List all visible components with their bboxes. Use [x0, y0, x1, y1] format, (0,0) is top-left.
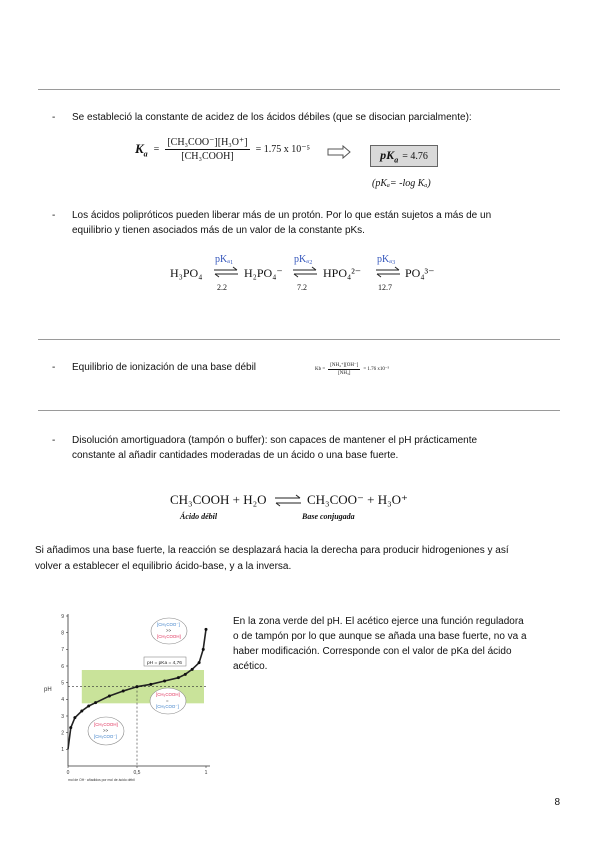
kb-value: = 1.76 x10⁻⁵ [363, 367, 390, 372]
pka2-value: 7.2 [297, 283, 307, 292]
y-tick-label: 8 [61, 630, 64, 637]
species-h3po4: H₃PO₄ [170, 266, 203, 280]
pka-box-sub: a [394, 155, 399, 165]
polyprotic-line-2: equilibrio y tienen asociados más de un valor de la constante pKs. [72, 225, 365, 236]
ka-fraction [165, 137, 249, 162]
y-tick-label: 5 [61, 680, 64, 687]
buffer-eq-right: CH₃COO⁻ + H₃O⁺ [307, 492, 408, 507]
polyprotic-line-1: Los ácidos polipróticos pueden liberar más de un protón. Por lo que están sujetos a más de un [72, 210, 492, 221]
ka-value: = 1.75 x 10⁻⁵ [255, 144, 311, 155]
data-point [149, 683, 152, 686]
graph-text-line-2: o de tampón por lo que aunque se añada una base fuerte, no va a [233, 631, 527, 642]
pka-box [370, 145, 438, 167]
middle-numerator: [CH₃COOH] [156, 692, 180, 697]
y-tick-label: 3 [61, 713, 64, 720]
divider-top [38, 89, 560, 90]
y-tick-label: 2 [61, 730, 64, 737]
data-point [122, 690, 125, 693]
label-conjugate-base: Base conjugada [302, 512, 355, 521]
equilibrium-arrow-icon [212, 266, 240, 278]
bullet-buffer [72, 433, 552, 463]
double-arrow-icon [327, 145, 351, 159]
bottom-denominator: [CH₃COO⁻] [94, 734, 117, 739]
bottom-numerator: [CH₃COOH] [94, 722, 118, 727]
y-tick-label: 1 [61, 747, 64, 754]
graph-explanation [233, 614, 563, 674]
top-relation: >> [166, 628, 172, 633]
data-point [184, 673, 187, 676]
top-numerator: [CH₃COO⁻] [157, 622, 180, 627]
bullet-dash: - [52, 112, 56, 123]
middle-denominator: [CH₃COO⁻] [156, 704, 179, 709]
y-axis-label: pH [44, 687, 52, 693]
data-point [80, 710, 83, 713]
data-point [73, 716, 76, 719]
data-point [202, 648, 205, 651]
para-line-2: volver a establecer el equilibrio ácido-base, y a la inversa. [35, 561, 292, 572]
data-point [108, 695, 111, 698]
graph-text-line-1: En la zona verde del pH. El acético ejerce una función reguladora [233, 616, 524, 627]
pka3-label: pKₐ₃ [377, 254, 396, 265]
ka-sub: a [143, 149, 148, 159]
pka1-value: 2.2 [217, 283, 227, 292]
paragraph-strong-base [35, 543, 570, 575]
data-point [198, 661, 201, 664]
titration-chart [40, 608, 220, 788]
ka-symbol: K [135, 140, 144, 156]
equilibrium-arrow-icon [374, 266, 402, 278]
data-point [136, 685, 139, 688]
para-line-1: Si añadimos una base fuerte, la reacción se desplazará hacia la derecha para producir hidrogeniones y así [35, 545, 509, 556]
kb-numerator: [NH₄⁺][OH⁻] [330, 363, 359, 368]
kb-symbol: Kb = [315, 366, 326, 372]
data-point [191, 668, 194, 671]
bottom-relation: >> [103, 728, 109, 733]
y-tick-label: 7 [61, 647, 64, 654]
pka-box-value: = 4.76 [402, 150, 428, 162]
bullet-dash: - [52, 362, 56, 373]
pka-box-symbol: pK [380, 147, 395, 162]
data-point [205, 628, 208, 631]
kb-equation [315, 362, 389, 376]
ka-denominator: [CH₃COOH] [181, 151, 234, 162]
x-tick-label: 0 [66, 770, 70, 776]
y-tick-label: 6 [61, 663, 64, 670]
species-po4: PO₄³⁻ [405, 266, 435, 280]
equilibrium-arrow-icon [291, 266, 319, 278]
divider-2 [38, 339, 560, 340]
data-point [69, 726, 72, 729]
equilibrium-arrow-icon [273, 494, 303, 507]
graph-text-line-4: acético. [233, 661, 268, 672]
bullet-weak-base: Equilibrio de ionización de una base débil [72, 362, 257, 373]
data-point [87, 705, 90, 708]
pka-label: pH = pKa = 4,76 [147, 661, 182, 666]
graph-text-line-3: haber modificación. Corresponde con el valor de pKa del ácido [233, 646, 512, 657]
y-tick-label: 9 [61, 613, 64, 620]
bullet-ka-text: Se estableció la constante de acidez de los ácidos débiles (que se disocian parcialmente): [72, 112, 472, 123]
pka-definition: (pKₐ= -log Kₐ) [372, 178, 431, 189]
page-number: 8 [554, 797, 560, 808]
pka2-label: pKₐ₂ [294, 254, 313, 265]
top-denominator: [CH₃COOH] [157, 634, 181, 639]
data-point [177, 676, 180, 679]
buffer-line-2: constante al añadir cantidades moderadas de un ácido o una base fuerte. [72, 450, 399, 461]
x-axis-label: mol de OH⁻ añadidos por mol de ácido débil [68, 778, 135, 782]
data-point [163, 680, 166, 683]
species-h2po4: H₂PO₄⁻ [244, 266, 283, 280]
label-weak-acid: Ácido débil [180, 512, 218, 521]
y-tick-label: 4 [61, 697, 64, 704]
bullet-polyprotic [72, 208, 552, 238]
kb-denominator: [NH₃] [338, 371, 351, 376]
ka-numerator: [CH₃COO⁻][H₃O⁺] [167, 137, 248, 148]
bullet-dash: - [52, 435, 56, 446]
ka-equation: $K_a$ = $\frac{\text{[CH₃COO⁻][H₃O⁺]}}{\text{[CH₃COOH]}}$ = 1.75 x 10⁻⁵ [135, 137, 311, 162]
species-hpo4: HPO₄²⁻ [323, 266, 362, 280]
pka1-label: pKₐ₁ [215, 254, 234, 265]
middle-relation: = [166, 698, 169, 703]
x-tick-label: 0,5 [133, 770, 141, 776]
bullet-dash: - [52, 210, 56, 221]
divider-3 [38, 410, 560, 411]
x-tick-label: 1 [204, 770, 208, 776]
pka3-value: 12.7 [378, 283, 392, 292]
data-point [94, 701, 97, 704]
buffer-line-1: Disolución amortiguadora (tampón o buffer): son capaces de mantener el pH prácticamente [72, 435, 478, 446]
buffer-eq-left: CH₃COOH + H₂O [170, 492, 267, 507]
